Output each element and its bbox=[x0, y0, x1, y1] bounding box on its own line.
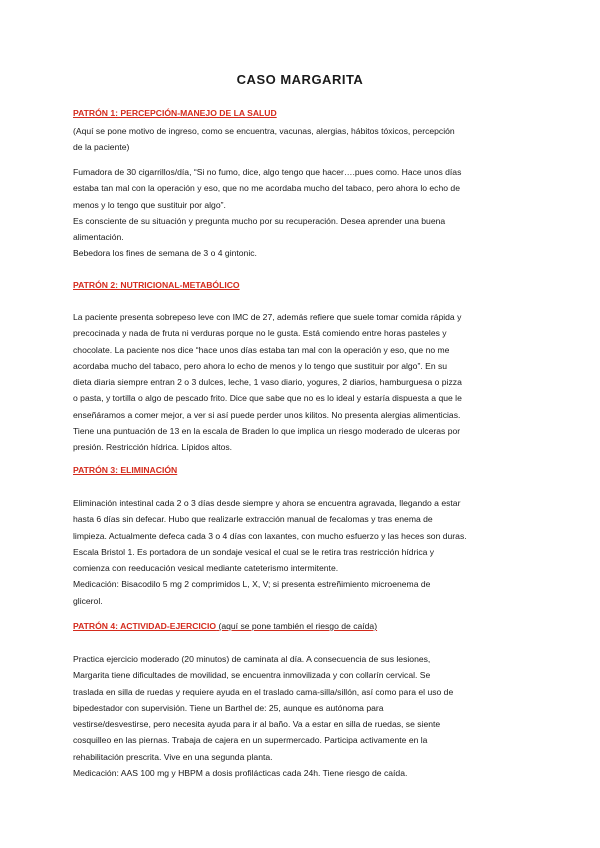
section-heading-text: PATRÓN 1: PERCEPCIÓN-MANEJO DE LA SALUD bbox=[73, 108, 277, 118]
section-heading-text: PATRÓN 4: ACTIVIDAD-EJERCICIO bbox=[73, 621, 217, 631]
section-heading-patron-4 bbox=[73, 621, 377, 631]
section-4-body bbox=[73, 651, 535, 781]
text-line: chocolate. La paciente nos dice “hace unos días estaba tan mal con la operación y eso, que no me bbox=[73, 344, 450, 355]
section-heading-patron-3 bbox=[73, 465, 177, 475]
text-line: acordaba mucho del tabaco, pero ahora lo echo de menos y lo tengo que sustituir por algo”. En su bbox=[73, 360, 448, 371]
text-line: glicerol. bbox=[73, 595, 103, 606]
text-line: hasta 6 días sin defecar. Hubo que realizarle extracción manual de fecalomas y tras enema de bbox=[73, 514, 433, 525]
text-line: Es consciente de su situación y pregunta mucho por su recuperación. Desea aprender una buena bbox=[73, 215, 446, 226]
section-heading-note: (aquí se pone también el riesgo de caída) bbox=[216, 621, 378, 631]
section-heading-patron-1 bbox=[73, 108, 277, 118]
text-line: precocinada y nada de fruta ni verduras porque no le gusta. Está comiendo entre horas pasteles y bbox=[73, 328, 447, 339]
text-line: traslada en silla de ruedas y requiere ayuda en el traslado cama-silla/sillón, así como para el uso de bbox=[73, 686, 454, 697]
text-line: limpieza. Actualmente defeca cada 3 o 4 días con laxantes, con mucho esfuerzo y las heces son duras. bbox=[73, 530, 467, 541]
text-line: Eliminación intestinal cada 2 o 3 días desde siempre y ahora se encuentra agravada, llegando a estar bbox=[73, 498, 461, 508]
section-1-intro bbox=[73, 123, 535, 156]
section-3-body bbox=[73, 495, 535, 609]
text-line: Bebedora los fines de semana de 3 o 4 gintonic. bbox=[73, 248, 257, 259]
text-line: rehabilitación prescrita. Vive en una segunda planta. bbox=[73, 751, 273, 762]
text-line: Tiene una puntuación de 13 en la escala de Braden lo que implica un riesgo moderado de ulceras por bbox=[73, 426, 461, 437]
text-line: comienza con reeducación vesical mediante cateterismo intermitente. bbox=[73, 563, 339, 574]
text-line: alimentación. bbox=[73, 232, 124, 243]
section-1-body bbox=[73, 164, 535, 262]
text-line: bipedestador con supervisión. Tiene un Barthel de: 25, aunque es autónoma para bbox=[73, 702, 384, 713]
text-line: dieta diaria siempre entran 2 o 3 dulces, leche, 1 vaso diario, yogures, 2 diarios, hamburguesa o pizza bbox=[73, 377, 462, 388]
text-line: (Aquí se pone motivo de ingreso, como se encuentra, vacunas, alergias, hábitos tóxicos, percepción bbox=[73, 126, 455, 136]
text-line: Escala Bristol 1. Es portadora de un sondaje vesical el cual se le retira tras restricción hídrica y bbox=[73, 546, 435, 557]
section-heading-text: PATRÓN 3: ELIMINACIÓN bbox=[73, 465, 178, 475]
text-line: enseñáramos a comer mejor, a ver si así puede perder unos kilitos. No presenta alergias alimenticias. bbox=[73, 409, 461, 420]
text-line: menos y lo tengo que sustituir por algo”. bbox=[73, 199, 226, 210]
text-line: cosquilleo en las piernas. Trabaja de cajera en un supermercado. Participa activamente en la bbox=[73, 735, 428, 746]
section-2-body bbox=[73, 309, 535, 456]
text-line: estaba tan mal con la operación y eso, que no me acordaba mucho del tabaco, pero ahora lo echo de bbox=[73, 183, 460, 194]
text-line: de la paciente) bbox=[73, 142, 130, 153]
section-heading-patron-2 bbox=[73, 280, 240, 290]
text-line: Practica ejercicio moderado (20 minutos) de caminata al día. A consecuencia de sus lesiones, bbox=[73, 654, 431, 664]
document-title: CASO MARGARITA bbox=[236, 72, 364, 87]
text-line: presión. Restricción hídrica. Lípidos altos. bbox=[73, 442, 233, 453]
text-line: o pasta, y tortilla o algo de pescado frito. Dice que sabe que no es lo ideal y estaría dispuesta a que le bbox=[73, 393, 462, 404]
text-line: La paciente presenta sobrepeso leve con IMC de 27, además refiere que suele tomar comida rápida y bbox=[73, 312, 462, 322]
text-line: Fumadora de 30 cigarrillos/día, “Si no fumo, dice, algo tengo que hacer….pues como. Hace unos días bbox=[73, 167, 462, 177]
text-line: vestirse/desvestirse, pero necesita ayuda para ir al baño. Va a estar en silla de ruedas, se siente bbox=[73, 719, 441, 730]
text-line: Margarita tiene dificultades de movilidad, se encuentra inmovilizada y con collarín cervical. Se bbox=[73, 670, 431, 681]
text-line: Medicación: Bisacodilo 5 mg 2 comprimidos L, X, V; si presenta estreñimiento microenema de bbox=[73, 579, 431, 590]
section-heading-text: PATRÓN 2: NUTRICIONAL-METABÓLICO bbox=[73, 280, 240, 290]
text-line: Medicación: AAS 100 mg y HBPM a dosis profilácticas cada 24h. Tiene riesgo de caída. bbox=[73, 768, 408, 779]
